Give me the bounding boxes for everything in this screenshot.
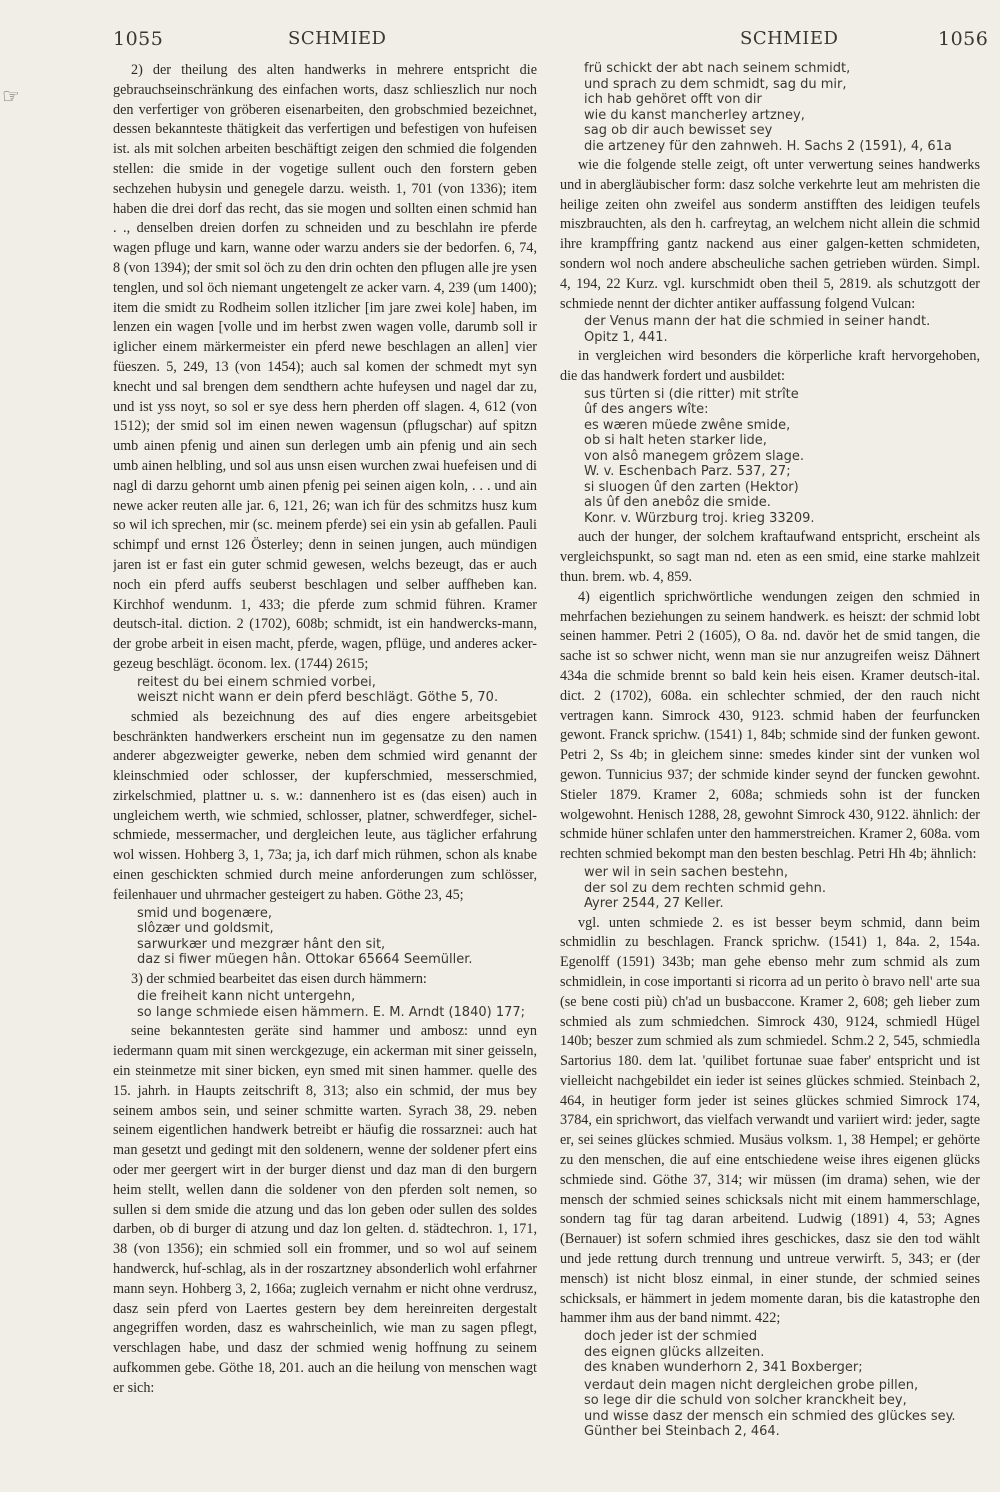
entry-paragraph: 2) der theilung des alten handwerks in mehrere entspricht die gebrauchseinschränkung des einfachen worts, dasz schlieszlich nur noch den verfertiger von gröberen eisenarbeiten, den grobschmied bezeichnet, dessen bekannteste thätigkeit das verfertigen und befestigen von hufeisen ist. als mit solchen arbeiten beschäftigt zeigen den schmied die folgenden stellen: die smide in der vogetige sullent ouch den forstern geben sechzehen hubysin und genegele darzu. weisth. 1, 701 (von 1336); item haben die drei dorf das recht, das sie mogen und sollten einen schmid han . ., denselben dreien dorfen zu schneiden und zu beschlahn ire pferde wagen pfluge und karn, wanne oder warzu anders sie der bedorfen. 6, 74, 8 (von 1394); der smit sol öch zu den drin ochten den pflugen alle jre ysen tenglen, und sol öch niemant ungetengelt ze acker varn. 4, 239 (um 1400); item die smidt zu Rodheim sollen itzlicher [im jare zwei kole] haben, im lenzen ein wagen [volle und im herbst zwen wagen volle, darumb soll ir iglicher einem märkermeister ein pferd newe beschlagen an allen] vier füeszen. 5, 249, 13 (von 1454); auch sal komen der schmedt myt syn knecht und sal brengen dem sendthern achte hufeysen und nagel dar zu, und ist yss noyt, so sol er sye dess hern pherden off slagen. 4, 612 (von 1512); der smid sol im einen newen wagensun (pflugschar) auf spitzn umb ainen pfenig und ainen sun derlegen umb ain pfenig und ain sech umb ainen helbling, und sol aus unsn eisen wurchen zwai huefeisen und di nagl di darzu gehornt umb ainen pfenig pei seinen aigen koln, . . . und ain newe acker reuten alle jar. 6, 121, 26; wan ich für des schmitzs husz kum so wil ich sprechen, mir (sc. meinem pferde) sei ein ysin ab gefallen. Pauli schimpf und ernst 126 Österley; denn in seinen jungen, auch mündigen jaren ist er fast ein guter schmid gewesen, welchs bezeugt, das er auch noch ein pferd auffs seuberst beschlagen und selber auffheben kan. Kirchhof wendunm. 1, 433; die pferde zum schmid führen. Kramer deutsch-ital. diction. 2 (1702), 608b; schmidt, ist ein handwercks-mann, der grobe arbeit in eisen macht, pferde, wagen, pflüge, und anderes acker-gezeug beschlägt. öconom. lex. (1744) 2615; [113, 62, 537, 672]
verse-quotation: sus türten si (die ritter) mit strîte ûf des angers wîte: es wæren müede zwêne smide, ob si halt heten starker lide, von alsô manegem grôzem slage. W. v. Eschenbach Parz. 537, 27; si sluogen ûf den zarten (Hektor) als ûf den anebôz die smide. Konr. v. Würzburg troj. krieg 33209. [584, 386, 815, 526]
verse-quotation: smid und bogenære, slôzær und goldsmit, sarwurkær und mezgrær hânt den sit, daz si fiwer müegen hân. Ottokar 65664 Seemüller. [137, 905, 473, 968]
entry-paragraph: 3) der schmied bearbeitet das eisen durch hämmern: [131, 970, 427, 987]
margin-mark-icon: ☞ [2, 84, 20, 108]
page-number-right: 1056 [938, 28, 989, 50]
entry-paragraph: auch der hunger, der solchem kraftaufwand entspricht, erscheint als vergleichspunkt, so sagt man nd. eten as een smid, eine starke mahlzeit thun. brem. wb. 4, 859. [560, 529, 980, 586]
entry-paragraph: in vergleichen wird besonders die körperliche kraft hervorgehoben, die das handwerk fordert und ausbildet: [560, 348, 980, 385]
running-headword-left: SCHMIED [288, 28, 387, 49]
page-number-left: 1055 [113, 28, 164, 50]
verse-quotation: doch jeder ist der schmied des eignen glücks allzeiten. des knaben wunderhorn 2, 341 Boxberger; [584, 1329, 863, 1376]
left-text-column [113, 61, 537, 1475]
page-header [0, 24, 1000, 54]
verse-quotation: verdaut dein magen nicht dergleichen grobe pillen, so lege dir die schuld von solcher kranckheit bey, und wisse dasz der mensch ein schmied des glückes sey. Günther bei Steinbach 2, 464. [584, 1377, 956, 1440]
running-headword-right: SCHMIED [740, 28, 839, 49]
entry-paragraph: seine bekanntesten geräte sind hammer und ambosz: unnd eyn iedermann quam mit sinen werckgezuge, ein ackerman mit siner geisseln, ein steinmetze mit siner bicken, eyn smed mit sinen hammer. quelle des 15. jahrh. in Haupts zeitschrift 8, 313; also ein schmid, der mus bey seinem ambos sein, und seiner schmitte warten. Syrach 38, 29. neben seinem eigentlichen handwerk betreibt er häufig die rossarznei: auch hat man gesetzt und gedingt mit den soldenern, wenne der soldener pfert eins oder mer geergert wirt in der burger dienst und daz man di den burgern heim stellt, wellen dann die soldener von den pferden solt nemen, so sullen si dem smide die atzung und das lon geben oder sullen des soldes darben, ob di burger di atzung und daz lon gelten. d. städtechron. 1, 171, 38 (von 1356); ein schmied soll ein frommer, und so wol auf seinem handwerck, huf-schlag, als in der roszartzney absonderlich wohl erfahrner mann seyn. Hohberg 3, 2, 166a; zugleich vernahm er nicht ohne verdrusz, dasz sein pferd von Laertes gestern bey dem hereinreiten dergestalt angegriffen worden, dasz es wahrscheinlich, wie man zu sagen pflegt, verschlagen habe, und dasz der schmied wenig hoffnung zu seinem aufkommen gebe. Göthe 18, 201. auch an die heilung von menschen wagt er sich: [113, 1023, 537, 1396]
verse-quotation: der Venus mann der hat die schmied in seiner handt. Opitz 1, 441. [584, 314, 931, 345]
entry-paragraph: schmied als bezeichnung des auf dies engere arbeitsgebiet beschränkten handwerkers erscheint nun im gegensatze zu den namen anderer abgezweigter gewerke, neben dem schmied wird genannt der kleinschmied oder schlosser, der kupferschmied, messerschmied, zirkelschmied, plattner u. s. w.: dannenhero ist es (das eisen) auch in ungleichem werth, wie schmied, schlosser, platner, schwerdfeger, sichel-schmiede, messermacher, und dergleichen leute, aus täglicher erfahrung wol wissen. Hohberg 3, 1, 73a; ja, ich darf mich rühmen, schon als knabe einen geschickten schmied durch meine anforderungen zum schlösser, feilenhauer und uhrmacher gesteigert zu haben. Göthe 23, 45; [113, 708, 537, 903]
entry-paragraph: 4) eigentlich sprichwörtliche wendungen zeigen den schmied in mehrfachen beziehungen zu seinem handwerk. es heiszt: der schmid lobt seinen hammer. Petri 2 (1605), O 8a. nd. davör het de smid tangen, die sache ist so schwer nicht, wenn man sie nur anzugreifen weisz Dähnert 434a die schmide brennt so bald kein heis eisen. Kramer deutsch-ital. dict. 2 (1702), 608a. ein schlechter schmied, der den rauch nicht vertragen kann. Simrock 430, 9123. schmid haben der feurfuncken gewont. Franck sprichw. (1541) 1, 84b; schmide sind der funken gewont. Petri 2, Ss 4b; in gleichem sinne: smedes kinder sint der vunken wol gewon. Tunnicius 937; der schmide kinder seynd der funcken gewohnt. Stieler 1879. Kramer 2, 608a; schmieds sohn ist der funcken wolgewohnt. Henisch 1288, 28, gewohnt Simrock 430, 9122. ähnlich: der schmide hüner schlafen unter den hammerstreichen. Kramer 2, 608a. vom rechten schmied bekompt man den besten beschlag. Petri Hh 4b; ähnlich: [560, 588, 980, 863]
verse-quotation: reitest du bei einem schmied vorbei, weiszt nicht wann er dein pferd beschlägt. Göthe 5, 70. [137, 674, 499, 706]
verse-quotation: die freiheit kann nicht untergehn, so lange schmiede eisen hämmern. E. M. Arndt (1840) 177; [137, 989, 526, 1020]
verse-quotation: frü schickt der abt nach seinem schmidt, und sprach zu dem schmidt, sag du mir, ich hab gehöret offt von dir wie du kanst mancherley artzney, sag ob dir auch bewisset sey die artzeney für den zahnweh. H. Sachs 2 (1591), 4, 61a [584, 61, 952, 154]
entry-paragraph: vgl. unten schmiede 2. es ist besser beym schmid, dann beim schmidlin zu beschlagen. Franck sprichw. (1541) 1, 84a. 2, 154a. Egenolff (1591) 343b; man gehe ebenso mehr zum schmid als zum schmidlein, in cose importanti si ricorra ad un perito ò bravo nell' arte sua (se bene costi più) ch'ad un busbaccone. Kramer 2, 608; geh lieber zum schmied als zum schmiedchen. Simrock 430, 9124, schmiedl Hügel 140b; beszer zum schmied als zum schmiedel. Schm.2 2, 545, schmiedla Sartorius 180. dem lat. 'quilibet fortunae suae faber' entspricht und ist vielleicht nachgebildet ein ieder ist seines glückes schmied. Steinbach 2, 464, in heutiger form jeder ist seines glückes schmied Simrock 174, 3784, ein sprichwort, das vielfach verwandt und variiert wird: jeder, sagte er, sei seines glückes schmied. Musäus volksm. 1, 38 Hempel; er gehörte zu den menschen, die auf eine entschiedene weise ihres eigenen glücks schmiede sind. Göthe 37, 314; wir müssen (im drama) sehen, wie der mensch der schmied seines schicksals nicht mit einem hammerschlage, sondern tag für tag daran arbeitend. Ludwig (1891) 4, 53; Agnes (Bernauer) ist sofern schmied ihres geschickes, dasz sie den tod wählt und jede rettung durch trennung und untreue verwirft. 5, 343; er (der mensch) ist nicht blosz einmal, in einer stunde, der schmied seines schicksals, er hämmert in jedem momente daran, bis die katastrophe den hammer ihm aus der band nimmt. 422; [560, 914, 980, 1327]
entry-paragraph: wie die folgende stelle zeigt, oft unter verwertung seines handwerks und in abergläubischer form: dasz solche verkehrte leut am mehristen die heilige zeiten ohn zweifel aus sonderm anstifften des leidigen teufels miszbrauchten, als den h. carfreytag, an welchem nicht allein die schmid ihre krampffring gantz nackend aus einer galgen-ketten schmideten, sondern wol noch andere abscheuliche sachen getrieben würden. Simpl. 4, 194, 22 Kurz. vgl. kurschmidt oben theil 5, 2819. als schutzgott der schmiede nennt der dichter antiker auffassung folgend Vulcan: [560, 157, 980, 312]
right-text-column [560, 61, 980, 1475]
verse-quotation: wer wil in sein sachen bestehn, der sol zu dem rechten schmid gehn. Ayrer 2544, 27 Keller. [584, 865, 827, 912]
